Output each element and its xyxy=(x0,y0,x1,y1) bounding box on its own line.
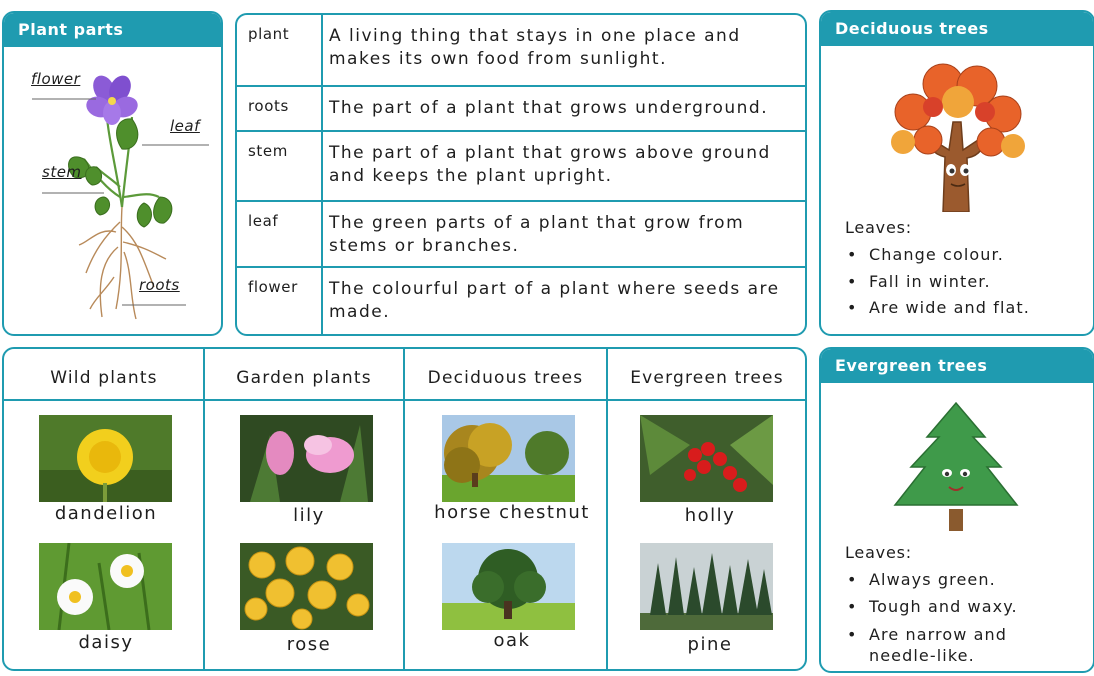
label-flower: flower xyxy=(31,70,81,88)
fact-item: • Fall in winter. xyxy=(845,269,1030,296)
plant-parts-card xyxy=(2,11,223,336)
fact-item: • Are narrow and needle-like. xyxy=(845,624,1035,666)
glossary-definition: The green parts of a plant that grow from stems or branches. xyxy=(329,213,745,256)
deciduous-trees-card xyxy=(819,10,1094,336)
caption-lily: lily xyxy=(293,505,325,526)
column-heading-deciduous: Deciduous trees xyxy=(427,368,584,388)
glossary-term: stem xyxy=(248,142,288,160)
caption-dandelion: dandelion xyxy=(54,503,158,524)
glossary-term: flower xyxy=(248,278,298,296)
caption-pine: pine xyxy=(687,634,733,655)
fact-item: • Change colour. xyxy=(845,242,1030,269)
glossary-row xyxy=(237,15,805,85)
violet-plant-illustration xyxy=(4,47,223,336)
caption-horse-chestnut: horse chestnut xyxy=(434,502,590,523)
daisy-photo xyxy=(39,543,172,630)
rose-photo xyxy=(240,543,373,630)
evergreen-trees-card xyxy=(819,347,1094,673)
glossary-term: roots xyxy=(248,97,289,115)
glossary-definition: The part of a plant that grows underground. xyxy=(329,98,769,118)
pine-photo xyxy=(640,543,773,630)
autumn-tree-cartoon-icon xyxy=(873,62,1039,212)
glossary-row xyxy=(237,130,805,200)
glossary-term: plant xyxy=(248,25,290,43)
plant-sorting-table xyxy=(2,347,807,671)
label-roots: roots xyxy=(139,276,180,294)
dandelion-photo xyxy=(39,415,172,502)
glossary-row xyxy=(237,200,805,266)
label-leaf: leaf xyxy=(170,117,200,135)
evergreen-tree-cartoon-icon xyxy=(873,401,1039,531)
column-heading-garden: Garden plants xyxy=(236,368,372,388)
caption-daisy: daisy xyxy=(78,632,134,653)
column-divider xyxy=(203,349,205,669)
glossary-term: leaf xyxy=(248,212,279,230)
column-heading-wild: Wild plants xyxy=(50,368,158,388)
deciduous-facts xyxy=(845,242,1030,322)
fact-item: • Are wide and flat. xyxy=(845,295,1030,322)
glossary-definition: The part of a plant that grows above ground and keeps the plant upright. xyxy=(329,143,771,186)
evergreen-facts xyxy=(845,567,1035,666)
fact-item: • Tough and waxy. xyxy=(845,594,1035,621)
glossary-table xyxy=(235,13,807,336)
caption-holly: holly xyxy=(684,505,736,526)
column-heading-evergreen: Evergreen trees xyxy=(630,368,784,388)
fact-item: • Always green. xyxy=(845,567,1035,594)
column-divider xyxy=(606,349,608,669)
oak-photo xyxy=(442,543,575,630)
glossary-row xyxy=(237,266,805,336)
glossary-definition: The colourful part of a plant where seeds are made. xyxy=(329,279,780,322)
column-divider xyxy=(403,349,405,669)
label-stem: stem xyxy=(42,163,82,181)
glossary-definition: A living thing that stays in one place and makes its own food from sunlight. xyxy=(329,26,741,69)
evergreen-leaves-title: Leaves: xyxy=(845,543,912,562)
deciduous-leaves-title: Leaves: xyxy=(845,218,912,237)
glossary-row xyxy=(237,85,805,130)
deciduous-title: Deciduous trees xyxy=(821,12,1093,46)
horse-chestnut-photo xyxy=(442,415,575,502)
caption-rose: rose xyxy=(286,634,332,655)
plant-parts-title: Plant parts xyxy=(4,13,221,47)
caption-oak: oak xyxy=(493,630,531,651)
evergreen-title: Evergreen trees xyxy=(821,349,1093,383)
holly-photo xyxy=(640,415,773,502)
lily-photo xyxy=(240,415,373,502)
